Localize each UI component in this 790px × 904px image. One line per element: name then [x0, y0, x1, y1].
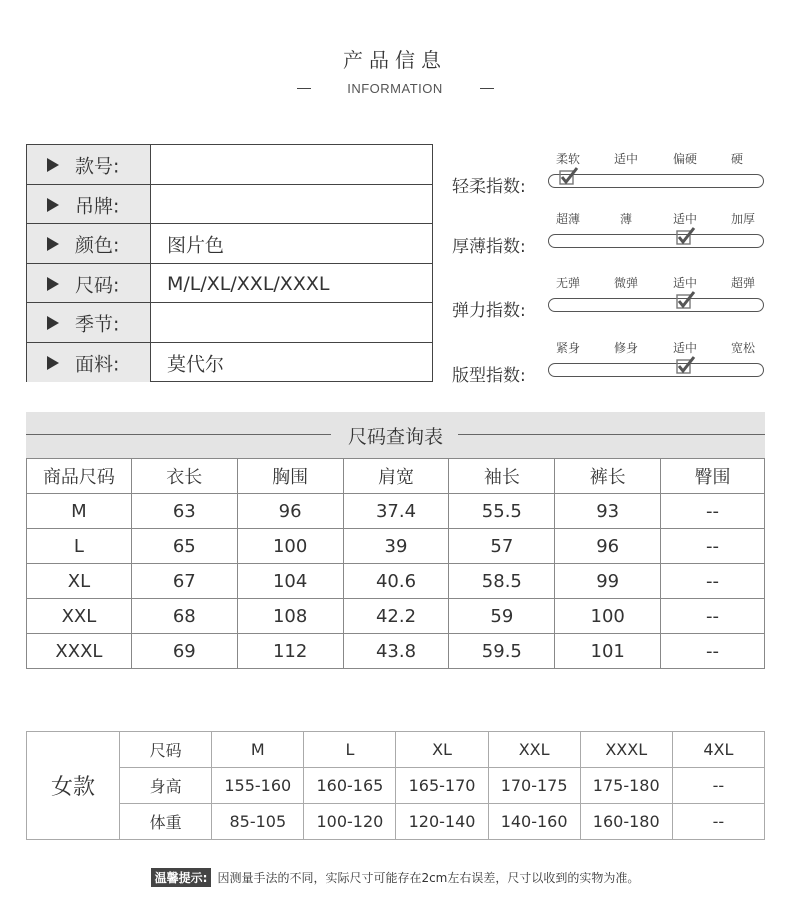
table-cell: XL: [27, 564, 132, 599]
table-cell: XXL: [488, 732, 580, 768]
women-group-label: 女款: [27, 732, 120, 840]
table-header-cell: 衣长: [131, 459, 237, 494]
index-option: 宽松: [730, 341, 756, 355]
table-cell: 96: [237, 494, 343, 529]
info-label: 季节:: [75, 313, 120, 335]
table-cell: 37.4: [343, 494, 449, 529]
triangle-icon: [47, 158, 59, 172]
table-cell: 175-180: [580, 768, 672, 804]
info-value: 莫代尔: [167, 353, 225, 375]
info-label-cell: [27, 224, 151, 263]
info-row-fabric: [27, 342, 432, 382]
table-cell: 身高: [120, 768, 212, 804]
table-cell: --: [661, 634, 765, 669]
info-row-size: [27, 263, 432, 303]
table-cell: --: [661, 599, 765, 634]
table-cell: 63: [131, 494, 237, 529]
index-option: 超弹: [730, 276, 756, 290]
index-name: 轻柔指数:: [452, 177, 526, 197]
info-row-style-no: [27, 145, 432, 185]
index-option: 无弹: [555, 276, 581, 290]
info-label: 款号:: [75, 155, 120, 178]
info-label: 面料:: [75, 353, 120, 375]
index-option: 柔软: [555, 152, 581, 166]
table-header-row: [27, 459, 765, 494]
info-value: M/L/XL/XXL/XXXL: [167, 272, 330, 295]
triangle-icon: [47, 277, 59, 291]
table-cell: 96: [555, 529, 661, 564]
table-header-cell: 肩宽: [343, 459, 449, 494]
table-header-cell: 商品尺码: [27, 459, 132, 494]
table-cell: 55.5: [449, 494, 555, 529]
table-cell: 43.8: [343, 634, 449, 669]
index-name: 弹力指数:: [452, 301, 526, 321]
index-elasticity: [452, 274, 772, 324]
index-thickness: [452, 210, 772, 260]
info-label-cell: [27, 145, 151, 185]
table-cell: 58.5: [449, 564, 555, 599]
page-subtitle: INFORMATION: [347, 81, 443, 96]
table-cell: 39: [343, 529, 449, 564]
table-cell: --: [672, 804, 764, 840]
table-cell: 67: [131, 564, 237, 599]
check-mark-icon: [674, 290, 696, 312]
table-cell: --: [672, 768, 764, 804]
table-cell: L: [27, 529, 132, 564]
index-scale-bar: [548, 298, 764, 312]
index-option: 加厚: [730, 212, 756, 226]
table-cell: 40.6: [343, 564, 449, 599]
info-label-cell: [27, 185, 151, 224]
table-cell: --: [661, 564, 765, 599]
warm-tip: [0, 868, 790, 887]
info-label-cell: [27, 343, 151, 382]
tip-text: 因测量手法的不同，实际尺寸可能存在2cm左右误差，尺寸以收到的实物为准。: [217, 871, 640, 885]
index-option: 适中: [672, 276, 698, 290]
triangle-icon: [47, 198, 59, 212]
table-cell: 100: [555, 599, 661, 634]
table-cell: --: [661, 529, 765, 564]
index-option: 超薄: [555, 212, 581, 226]
table-cell: 160-165: [304, 768, 396, 804]
table-cell: XXL: [27, 599, 132, 634]
table-cell: XXXL: [580, 732, 672, 768]
index-option: 薄: [619, 212, 633, 226]
index-option: 偏硬: [672, 152, 698, 166]
info-label: 吊牌:: [75, 195, 120, 217]
table-row: [27, 804, 765, 840]
table-row: [27, 732, 765, 768]
index-option: 适中: [672, 212, 698, 226]
table-cell: 尺码: [120, 732, 212, 768]
table-cell: 65: [131, 529, 237, 564]
index-scale-bar: [548, 174, 764, 188]
table-cell: 42.2: [343, 599, 449, 634]
subtitle-right-dash: [480, 88, 494, 89]
table-row: [27, 634, 765, 669]
table-cell: M: [27, 494, 132, 529]
size-chart-table: [26, 458, 765, 669]
table-cell: 59.5: [449, 634, 555, 669]
table-cell: 155-160: [212, 768, 304, 804]
tip-badge: 温馨提示:: [151, 868, 212, 887]
table-row: [27, 599, 765, 634]
page-title: 产品信息: [343, 48, 447, 72]
info-label: 尺码:: [75, 274, 120, 296]
header-rule-right: [458, 434, 765, 435]
size-chart-header: [26, 412, 765, 458]
table-cell: 101: [555, 634, 661, 669]
info-row-tag: [27, 184, 432, 224]
women-size-table: [26, 731, 765, 840]
index-softness: [452, 150, 772, 200]
table-cell: 100-120: [304, 804, 396, 840]
info-label-cell: [27, 303, 151, 342]
index-option: 适中: [672, 341, 698, 355]
index-option: 修身: [613, 341, 639, 355]
index-fit: [452, 339, 772, 389]
check-mark-icon: [674, 226, 696, 248]
table-row: [27, 564, 765, 599]
index-option: 紧身: [555, 341, 581, 355]
check-mark-icon: [674, 355, 696, 377]
table-cell: 120-140: [396, 804, 488, 840]
table-cell: L: [304, 732, 396, 768]
table-header-cell: 胸围: [237, 459, 343, 494]
info-row-color: [27, 223, 432, 263]
size-chart-title: 尺码查询表: [347, 426, 443, 448]
table-cell: 57: [449, 529, 555, 564]
triangle-icon: [47, 237, 59, 251]
table-cell: 108: [237, 599, 343, 634]
table-header-cell: 裤长: [555, 459, 661, 494]
check-mark-icon: [557, 166, 579, 188]
info-value: 图片色: [167, 234, 225, 256]
index-option: 微弹: [613, 276, 639, 290]
index-option: 适中: [613, 152, 639, 166]
table-header-cell: 臀围: [661, 459, 765, 494]
triangle-icon: [47, 356, 59, 370]
table-cell: --: [661, 494, 765, 529]
table-cell: 93: [555, 494, 661, 529]
table-cell: XXXL: [27, 634, 132, 669]
table-row: [27, 494, 765, 529]
table-cell: 160-180: [580, 804, 672, 840]
table-row: [27, 768, 765, 804]
table-cell: 112: [237, 634, 343, 669]
table-cell: 99: [555, 564, 661, 599]
table-cell: 140-160: [488, 804, 580, 840]
info-label-cell: [27, 264, 151, 303]
table-cell: 59: [449, 599, 555, 634]
table-cell: 68: [131, 599, 237, 634]
table-cell: 170-175: [488, 768, 580, 804]
table-cell: 100: [237, 529, 343, 564]
table-cell: 165-170: [396, 768, 488, 804]
table-cell: 69: [131, 634, 237, 669]
table-header-cell: 袖长: [449, 459, 555, 494]
index-name: 版型指数:: [452, 366, 526, 386]
table-row: [27, 529, 765, 564]
triangle-icon: [47, 316, 59, 330]
index-scale-bar: [548, 363, 764, 377]
info-row-season: [27, 302, 432, 342]
table-cell: 体重: [120, 804, 212, 840]
table-cell: 85-105: [212, 804, 304, 840]
index-scale-bar: [548, 234, 764, 248]
table-cell: 104: [237, 564, 343, 599]
product-info-table: [26, 144, 433, 382]
table-cell: 4XL: [672, 732, 764, 768]
table-cell: XL: [396, 732, 488, 768]
table-cell: M: [212, 732, 304, 768]
index-name: 厚薄指数:: [452, 237, 526, 257]
index-option: 硬: [730, 152, 744, 166]
info-label: 颜色:: [75, 234, 120, 256]
